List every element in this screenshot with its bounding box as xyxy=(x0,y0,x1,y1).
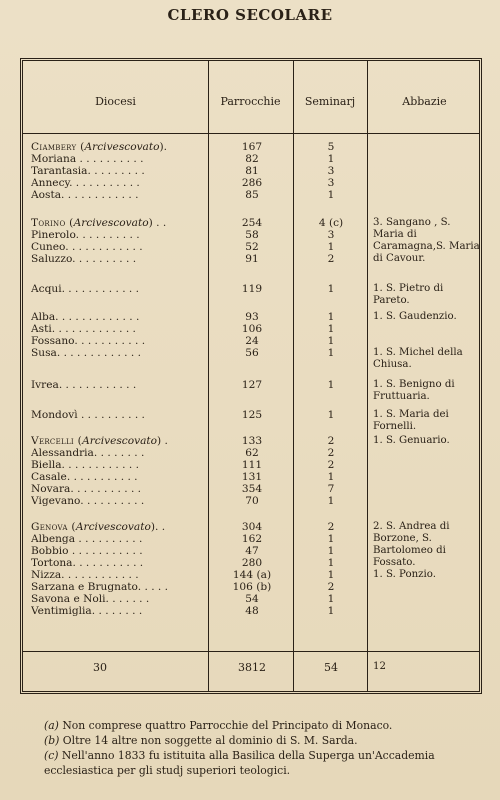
table-row xyxy=(23,533,479,545)
diocese-name: Sarzana e Brugnato. . . . . xyxy=(31,581,169,593)
seminarj-value: 1 xyxy=(327,347,335,359)
seminarj-value: 1 xyxy=(327,409,335,421)
table-row xyxy=(23,311,479,323)
seminarj-value: 1 xyxy=(327,495,335,507)
diocese-table xyxy=(20,58,482,694)
seminarj-value: 1 xyxy=(327,189,335,201)
seminarj-value: 2 xyxy=(327,581,335,593)
table-row xyxy=(23,165,479,177)
seminarj-value: 1 xyxy=(327,379,335,391)
table-row xyxy=(23,323,479,335)
seminarj-value: 1 xyxy=(327,153,335,165)
table-row xyxy=(23,379,479,402)
footnotes xyxy=(44,718,484,778)
parrocchie-value: 131 xyxy=(241,471,263,483)
seminarj-value: 2 xyxy=(327,521,335,533)
table-row xyxy=(23,459,479,471)
footnote: (c) Nell'anno 1833 fu istituita alla Basilica della Superga un'Accademia ecclesiastica per gli studj superiori teologici. xyxy=(44,749,435,777)
table-row xyxy=(23,483,479,495)
abbazie-value: 1. S. Gaudenzio. xyxy=(373,311,457,322)
diocese-name: Tarantasia. . . . . . . . . xyxy=(31,165,145,177)
footnote: (b) Oltre 14 altre non soggette al dominio di S. M. Sarda. xyxy=(44,734,358,747)
diocese-name: Ventimiglia. . . . . . . . xyxy=(31,605,143,617)
parrocchie-value: 48 xyxy=(245,605,259,617)
diocese-name: Tortona. . . . . . . . . . . xyxy=(31,557,144,569)
abbazie-value: 1. S. Michel della Chiusa. xyxy=(373,347,463,370)
parrocchie-value: 56 xyxy=(245,347,259,359)
diocese-name: Cuneo. . . . . . . . . . . . xyxy=(31,241,143,253)
total-parrocchie: 3812 xyxy=(238,661,266,674)
table-row xyxy=(23,557,479,569)
header-parrocchie: Parrocchie xyxy=(220,95,281,108)
table-row xyxy=(23,495,479,507)
seminarj-value: 1 xyxy=(327,605,335,617)
parrocchie-value: 52 xyxy=(245,241,259,253)
diocese-name: Torino (Arcivescovato) . . xyxy=(31,217,167,229)
diocese-name: Ciambery (Arcivescovato). xyxy=(31,141,168,153)
seminarj-value: 1 xyxy=(327,323,335,335)
diocese-name: Pinerolo. . . . . . . . . . xyxy=(31,229,140,241)
diocese-name: Asti. . . . . . . . . . . . . xyxy=(31,323,136,335)
diocese-name: Bobbio . . . . . . . . . . . xyxy=(31,545,143,557)
seminarj-value: 1 xyxy=(327,593,335,605)
header-abbazie: Abbazie xyxy=(402,95,447,108)
seminarj-value: 3 xyxy=(327,177,335,189)
diocese-name: Casale. . . . . . . . . . . xyxy=(31,471,138,483)
diocese-name: Vercelli (Arcivescovato) . xyxy=(31,435,168,447)
seminarj-value: 5 xyxy=(327,141,335,153)
abbazie-value: 1. S. Maria dei Fornelli. xyxy=(373,409,449,432)
table-row xyxy=(23,605,479,617)
header-seminarj: Seminarj xyxy=(304,95,356,108)
parrocchie-value: 304 xyxy=(241,521,263,533)
diocese-name: Annecy. . . . . . . . . . . xyxy=(31,177,140,189)
abbazie-value: 1. S. Ponzio. xyxy=(373,569,437,580)
table-row xyxy=(23,177,479,189)
footnote: (a) Non comprese quattro Parrocchie del Principato di Monaco. xyxy=(44,719,393,732)
diocese-name: Novara. . . . . . . . . . . xyxy=(31,483,142,495)
diocese-name: Aosta. . . . . . . . . . . . xyxy=(31,189,139,201)
parrocchie-value: 70 xyxy=(245,495,259,507)
seminarj-value: 1 xyxy=(327,557,335,569)
parrocchie-value: 91 xyxy=(245,253,259,265)
diocese-name: Genova (Arcivescovato). . xyxy=(31,521,166,533)
parrocchie-value: 81 xyxy=(245,165,259,177)
diocese-name: Moriana . . . . . . . . . . xyxy=(31,153,144,165)
parrocchie-value: 280 xyxy=(241,557,263,569)
totals-divider xyxy=(23,651,479,652)
diocese-name: Alba. . . . . . . . . . . . . xyxy=(31,311,140,323)
diocese-name: Fossano. . . . . . . . . . . xyxy=(31,335,146,347)
seminarj-value: 1 xyxy=(327,335,335,347)
parrocchie-value: 106 (b) xyxy=(232,581,272,593)
diocese-name: Vigevano. . . . . . . . . . xyxy=(31,495,145,507)
seminarj-value: 7 xyxy=(327,483,335,495)
seminarj-value: 2 xyxy=(327,435,335,447)
seminarj-value: 2 xyxy=(327,253,335,265)
diocese-name: Acqui. . . . . . . . . . . . xyxy=(31,283,140,295)
diocese-name: Mondovì . . . . . . . . . . xyxy=(31,409,145,421)
diocese-name: Albenga . . . . . . . . . . xyxy=(31,533,143,545)
table-row xyxy=(23,471,479,483)
table-row xyxy=(23,347,479,370)
diocese-name: Savona e Noli. . . . . . . xyxy=(31,593,150,605)
abbazie-value: 1. S. Genuario. xyxy=(373,435,450,446)
diocese-name: Biella. . . . . . . . . . . . xyxy=(31,459,139,471)
parrocchie-value: 144 (a) xyxy=(232,569,272,581)
parrocchie-value: 85 xyxy=(245,189,259,201)
table-row xyxy=(23,593,479,605)
seminarj-value: 1 xyxy=(327,533,335,545)
parrocchie-value: 62 xyxy=(245,447,259,459)
table-row xyxy=(23,241,479,253)
parrocchie-value: 106 xyxy=(241,323,263,335)
parrocchie-value: 54 xyxy=(245,593,259,605)
table-row xyxy=(23,569,479,581)
table-row xyxy=(23,409,479,432)
parrocchie-value: 286 xyxy=(241,177,263,189)
table-row xyxy=(23,189,479,201)
parrocchie-value: 354 xyxy=(241,483,263,495)
header-divider xyxy=(23,133,479,134)
seminarj-value: 1 xyxy=(327,311,335,323)
table-row xyxy=(23,283,479,306)
parrocchie-value: 162 xyxy=(241,533,263,545)
table-row xyxy=(23,335,479,347)
seminarj-value: 1 xyxy=(327,545,335,557)
table-row xyxy=(23,153,479,165)
abbazie-value: 1. S. Benigno di Fruttuaria. xyxy=(373,379,455,402)
parrocchie-value: 24 xyxy=(245,335,259,347)
parrocchie-value: 254 xyxy=(241,217,263,229)
parrocchie-value: 93 xyxy=(245,311,259,323)
seminarj-value: 2 xyxy=(327,459,335,471)
parrocchie-value: 111 xyxy=(241,459,263,471)
parrocchie-value: 58 xyxy=(245,229,259,241)
total-seminarj: 54 xyxy=(324,661,338,674)
seminarj-value: 3 xyxy=(327,165,335,177)
header-diocesi: Diocesi xyxy=(95,95,136,108)
table-row xyxy=(23,141,479,153)
diocese-name: Ivrea. . . . . . . . . . . . xyxy=(31,379,137,391)
parrocchie-value: 127 xyxy=(241,379,263,391)
abbazie-value: 1. S. Pietro di Pareto. xyxy=(373,283,444,306)
page-title: CLERO SECOLARE xyxy=(167,6,333,24)
parrocchie-value: 133 xyxy=(241,435,263,447)
seminarj-value: 1 xyxy=(327,241,335,253)
abbazie-value: 2. S. Andrea di Borzone, S. Bartolomeo di Fossato. xyxy=(373,521,450,568)
diocese-name: Saluzzo. . . . . . . . . . xyxy=(31,253,137,265)
total-diocesi: 30 xyxy=(93,661,107,674)
table-row xyxy=(23,435,479,447)
diocese-name: Susa. . . . . . . . . . . . . xyxy=(31,347,142,359)
diocese-name: Nizza. . . . . . . . . . . . xyxy=(31,569,139,581)
parrocchie-value: 82 xyxy=(245,153,259,165)
table-row xyxy=(23,447,479,459)
abbazie-value: 3. Sangano , S. Maria di Caramagna,S. Maria di Cavour. xyxy=(373,217,480,264)
seminarj-value: 1 xyxy=(327,569,335,581)
seminarj-value: 4 (c) xyxy=(318,217,344,229)
parrocchie-value: 119 xyxy=(241,283,263,295)
total-abbazie: 12 xyxy=(373,661,386,672)
parrocchie-value: 125 xyxy=(241,409,263,421)
diocese-name: Alessandria. . . . . . . . xyxy=(31,447,145,459)
totals-row xyxy=(23,661,479,675)
table-row xyxy=(23,581,479,593)
seminarj-value: 1 xyxy=(327,283,335,295)
parrocchie-value: 167 xyxy=(241,141,263,153)
table-row xyxy=(23,545,479,557)
seminarj-value: 3 xyxy=(327,229,335,241)
parrocchie-value: 47 xyxy=(245,545,259,557)
seminarj-value: 1 xyxy=(327,471,335,483)
seminarj-value: 2 xyxy=(327,447,335,459)
table-row xyxy=(23,253,479,265)
table-row xyxy=(23,229,479,241)
